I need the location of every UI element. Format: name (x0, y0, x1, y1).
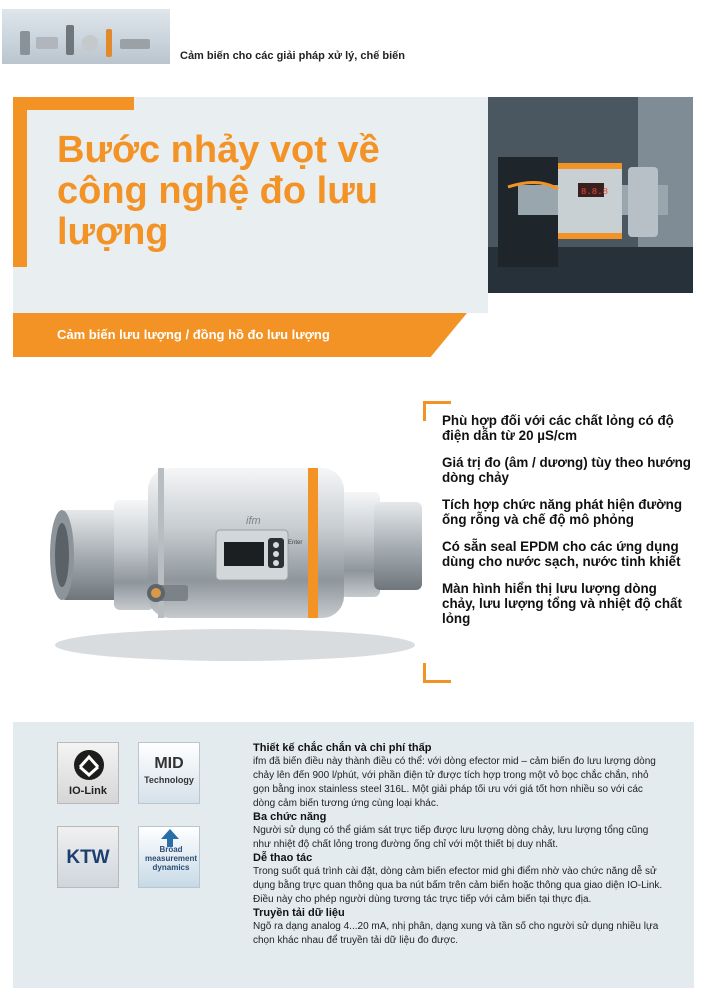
page-title: Bước nhảy vọt về công nghệ đo lưu lượng (57, 129, 380, 253)
section-body: Trong suốt quá trình cài đặt, dòng cảm biến efector mid ghi điểm nhờ vào chức năng dễ sử dụng bằng trực quan thông qua ba nút bấm trên cảm biến hoặc thông qua giao diện IO-Link. Điều này cho phép người dùng tương tác trực tiếp với cảm biến tại thực địa. (253, 866, 663, 905)
features-bracket-bottom (423, 680, 451, 683)
broad-measurement-label: Broad measurement dynamics (144, 845, 198, 872)
section-body: Người sử dụng có thể giám sát trực tiếp được lưu lượng dòng chảy, lưu lượng tổng cũng như nhiệt độ chất lỏng trong đường ống chỉ với một thiết bị duy nhất. (253, 825, 649, 850)
mid-technology-label: Technology (144, 775, 194, 785)
mid-label: MID (154, 755, 184, 772)
section-heading: Ba chức năng (253, 811, 327, 823)
feature-item: Tích hợp chức năng phát hiện đường ống rỗng và chế độ mô phỏng (442, 497, 683, 527)
product-image-flow-meter (40, 420, 430, 670)
iolink-badge (57, 742, 119, 804)
section-body: Ngõ ra dạng analog 4...20 mA, nhị phân, dạng xung và tần số cho người sử dụng nhiều lựa chọn khác nhau để truyền tải dữ liệu đo được. (253, 921, 659, 946)
header-caption: Cảm biến cho các giải pháp xử lý, chế biến (180, 50, 405, 62)
iolink-icon (58, 743, 119, 785)
header-thumbnail-image (2, 9, 170, 64)
ktw-badge (57, 826, 119, 888)
feature-item: Phù hợp đối với các chất lỏng có độ điện dẫn từ 20 µS/cm (442, 413, 674, 443)
broad-measurement-badge (138, 826, 200, 888)
features-bracket-top-left (423, 401, 426, 421)
section-body: ifm đã biến điều này thành điều có thể: với dòng efector mid – cảm biến đo lưu lượng dòng chảy lên đến 900 l/phút, với phần điện tử được tích hợp trong một vỏ bọc chắc chắn, nhỏ gọn bằng inox stainless steel 316L. Một giải pháp tối ưu với giá tốt hơn nhiều so với các dòng cảm biến tương ứng cùng loại khác. (253, 756, 656, 809)
section-heading: Truyền tải dữ liệu (253, 907, 345, 919)
features-bracket-bottom-left (423, 663, 426, 683)
features-bracket-top (423, 401, 451, 404)
iolink-label: IO-Link (69, 785, 107, 797)
mid-technology-badge (138, 742, 200, 804)
ktw-label: KTW (66, 847, 110, 868)
product-button-label: Enter (288, 540, 303, 546)
feature-item: Giá trị đo (âm / dương) tùy theo hướng dòng chảy (442, 455, 691, 485)
section-heading: Thiết kế chắc chắn và chi phí thấp (253, 742, 432, 754)
features-list (442, 413, 692, 638)
section-heading: Dễ thao tác (253, 852, 313, 864)
hero-photo-installed-sensor (488, 97, 693, 293)
product-brand-logo: ifm (246, 515, 261, 527)
svg-text:8.8.8: 8.8.8 (581, 187, 609, 197)
arrow-up-icon (139, 827, 200, 847)
page-subtitle: Cảm biến lưu lượng / đồng hồ đo lưu lượng (57, 327, 330, 342)
feature-item: Màn hình hiển thị lưu lượng dòng chảy, lưu lượng tổng và nhiệt độ chất lỏng (442, 581, 682, 626)
feature-item: Có sẵn seal EPDM cho các ứng dụng dùng cho nước sạch, nước tinh khiết (442, 539, 681, 569)
hero-accent-bar (13, 97, 27, 267)
details-text (253, 742, 663, 948)
